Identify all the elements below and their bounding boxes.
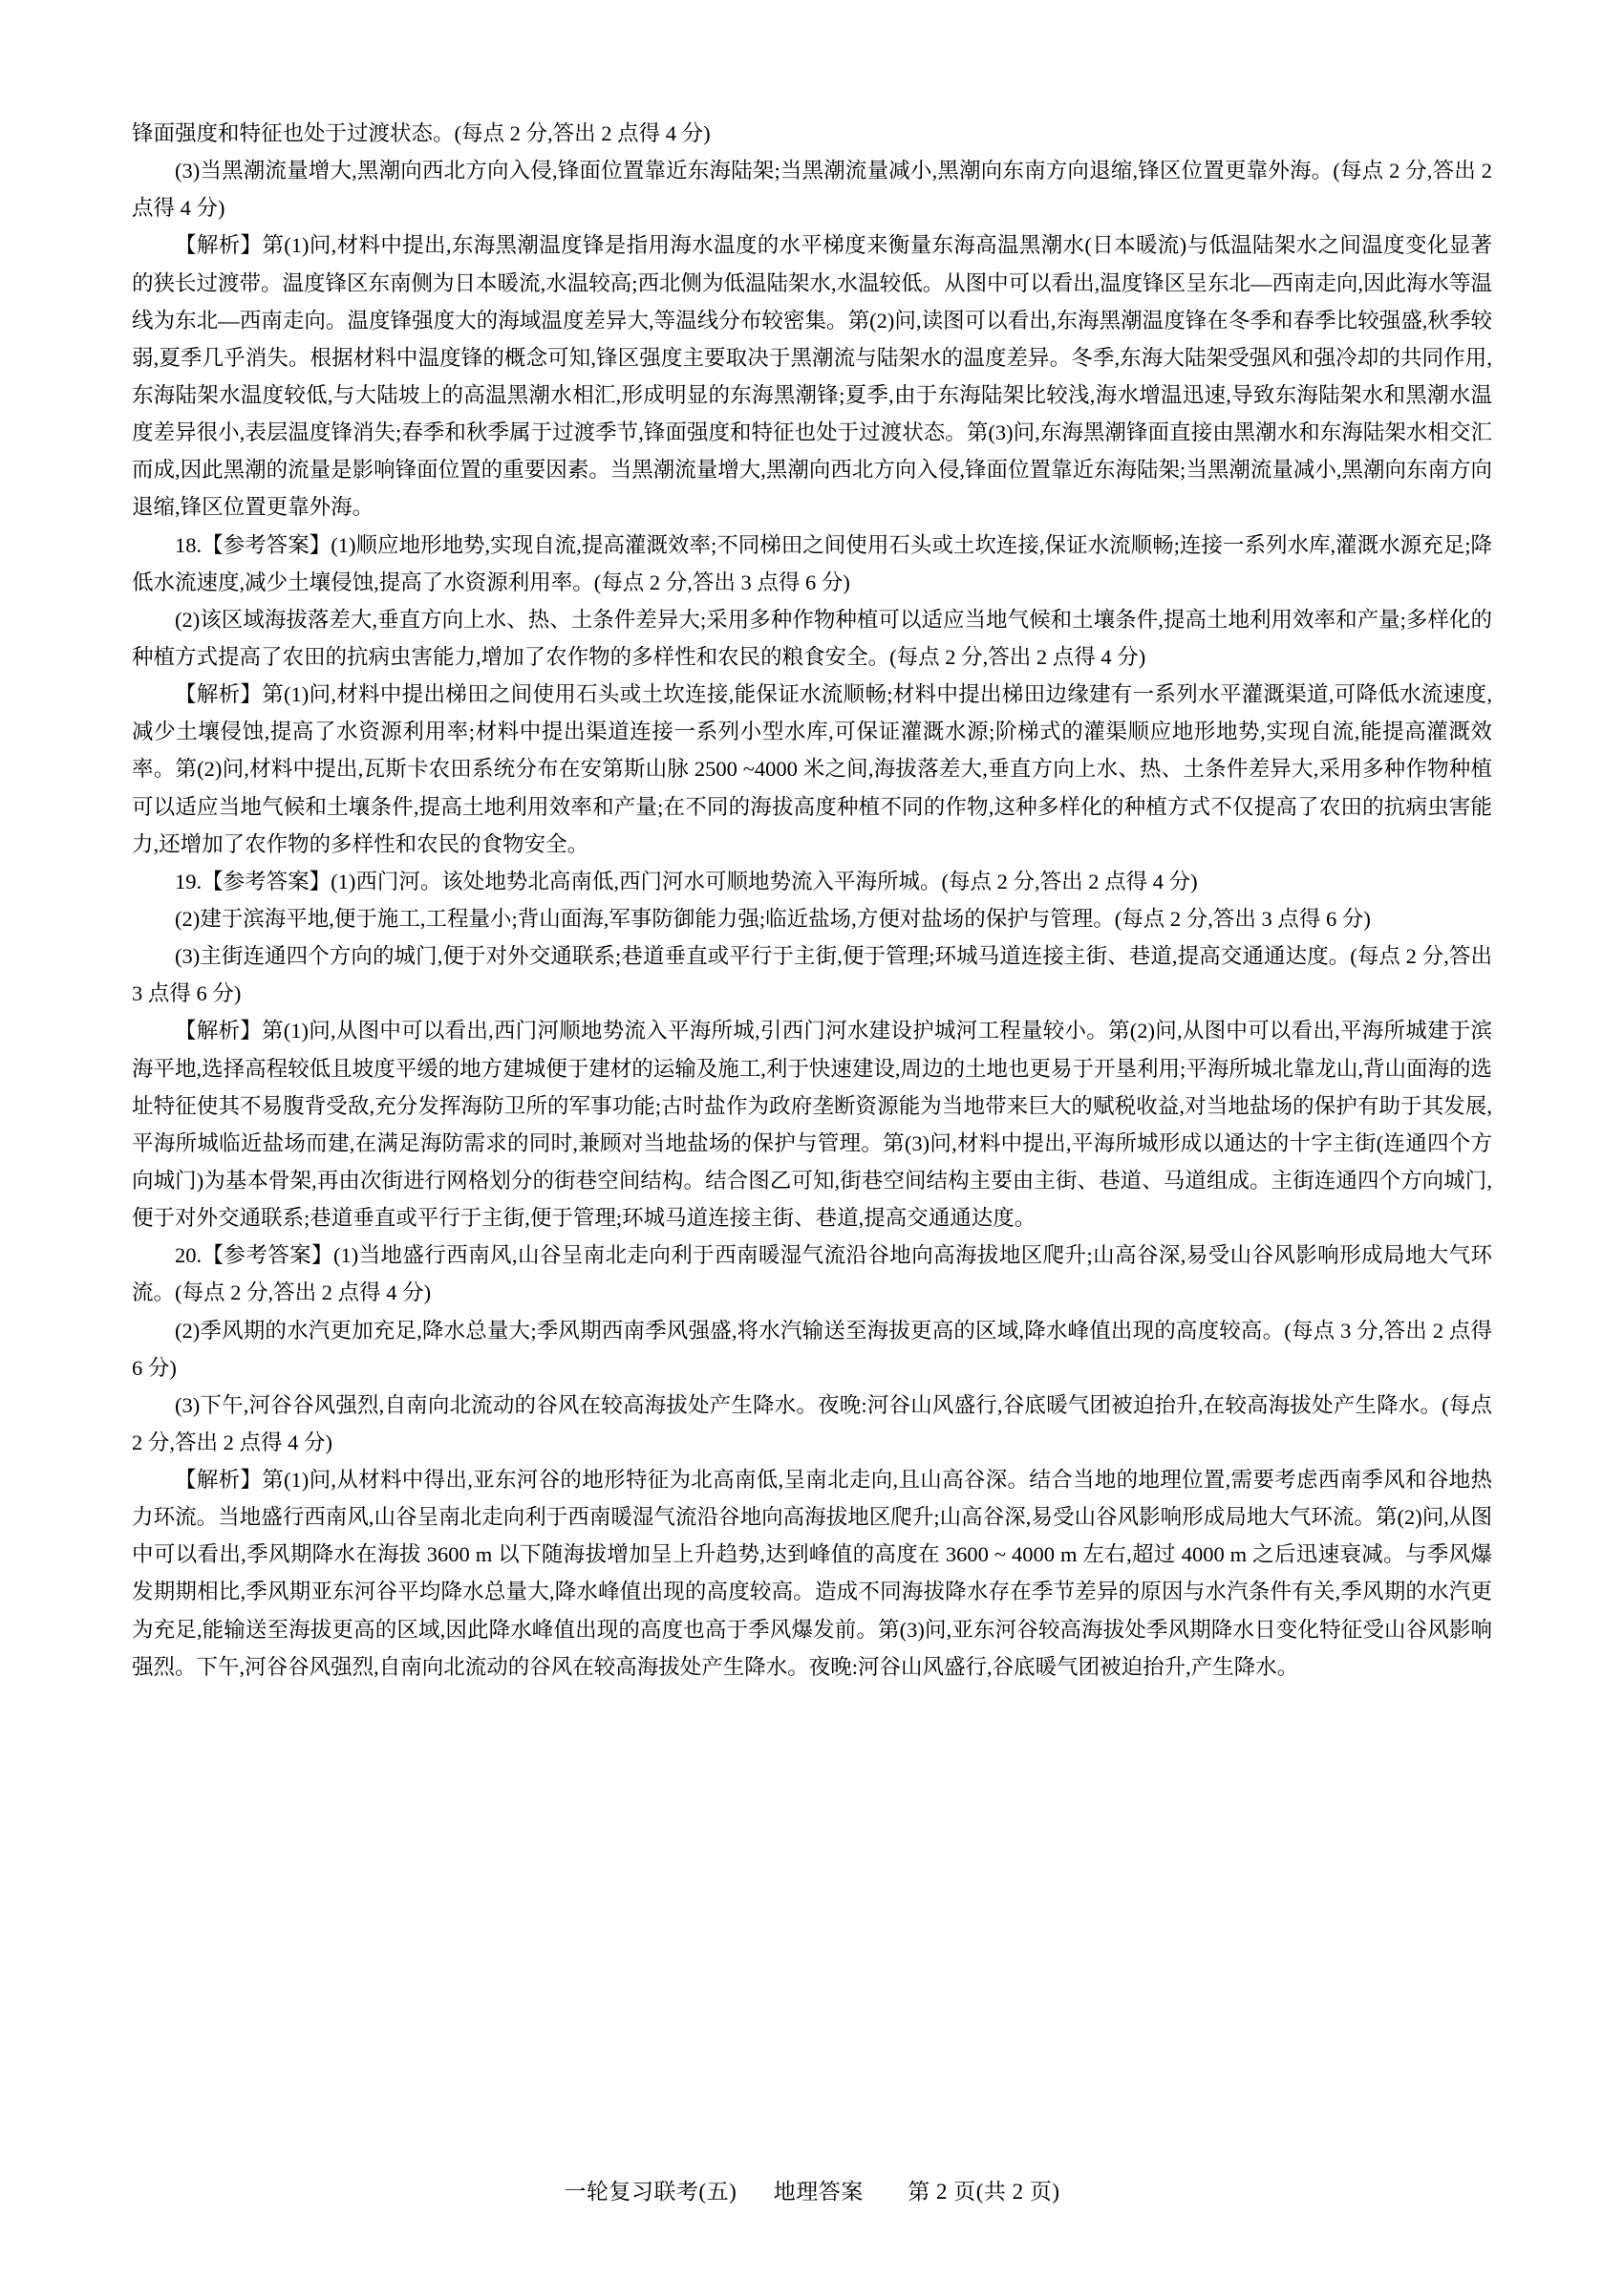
- footer-exam-name: 一轮复习联考(五): [564, 2180, 737, 2204]
- paragraph: (3)当黑潮流量增大,黑潮向西北方向入侵,锋面位置靠近东海陆架;当黑潮流量减小,黑潮向东南方向退缩,锋区位置更靠外海。(每点 2 分,答出 2 点得 4 分): [132, 159, 1492, 221]
- footer-subject: 地理答案: [773, 2180, 864, 2204]
- paragraph: 18.【参考答案】(1)顺应地形地势,实现自流,提高灌溉效率;不同梯田之间使用石头或土坎连接,保证水流顺畅;连接一系列水库,灌溉水源充足;降低水流速度,减少土壤侵蚀,提高了水资源利用率。(每点 2 分,答出 3 点得 6 分): [132, 532, 1492, 594]
- footer-page-number: 第 2 页(共 2 页): [908, 2180, 1060, 2204]
- page-footer: [0, 2174, 1624, 2205]
- paragraph: (3)主街连通四个方向的城门,便于对外交通联系;巷道垂直或平行于主街,便于管理;环城马道连接主街、巷道,提高交通通达度。(每点 2 分,答出 3 点得 6 分): [132, 944, 1492, 1006]
- paragraph: (2)建于滨海平地,便于施工,工程量小;背山面海,军事防御能力强;临近盐场,方便对盐场的保护与管理。(每点 2 分,答出 3 点得 6 分): [175, 906, 1371, 931]
- paragraph: (3)下午,河谷谷风强烈,自南向北流动的谷风在较高海拔处产生降水。夜晚:河谷山风盛行,谷底暖气团被迫抬升,在较高海拔处产生降水。(每点 2 分,答出 2 点得 4 分): [132, 1392, 1492, 1454]
- document-body: [132, 115, 1492, 1686]
- paragraph: (2)季风期的水汽更加充足,降水总量大;季风期西南季风强盛,将水汽输送至海拔更高的区域,降水峰值出现的高度较高。(每点 3 分,答出 2 点得 6 分): [132, 1318, 1492, 1380]
- paragraph: 【解析】第(1)问,从图中可以看出,西门河顺地势流入平海所城,引西门河水建设护城河工程量较小。第(2)问,从图中可以看出,平海所城建于滨海平地,选择高程较低且坡度平缓的地方建城便于建材的运输及施工,利于快速建设,周边的土地也更易于开垦利用;平海所城北靠龙山,背山面海的选址特征使其不易腹背受敌,充分发挥海防卫所的军事功能;古时盐作为政府垄断资源能为当地带来巨大的赋税收益,对当地盐场的保护有助于其发展,平海所城临近盐场而建,在满足海防需求的同时,兼顾对当地盐场的保护与管理。第(3)问,材料中提出,平海所城形成以通达的十字主街(连通四个方向城门)为基本骨架,再由次街进行网格划分的街巷空间结构。结合图乙可知,街巷空间结构主要由主街、巷道、马道组成。主街连通四个方向城门,便于对外交通联系;巷道垂直或平行于主街,便于管理;环城马道连接主街、巷道,提高交通通达度。: [132, 1019, 1492, 1231]
- paragraph: 【解析】第(1)问,材料中提出梯田之间使用石头或土坎连接,能保证水流顺畅;材料中提出梯田边缘建有一系列水平灌溉渠道,可降低水流速度,减少土壤侵蚀,提高了水资源利用率;材料中提出渠道连接一系列小型水库,可保证灌溉水源;阶梯式的灌渠顺应地形地势,实现自流,能提高灌溉效率。第(2)问,材料中提出,瓦斯卡农田系统分布在安第斯山脉 2500 ~4000 米之间,海拔落差大,垂直方向上水、热、土条件差异大,采用多种作物种植可以适应当地气候和土壤条件,提高土地利用效率和产量;在不同的海拔高度种植不同的作物,这种多样化的种植方式不仅提高了农田的抗病虫害能力,还增加了农作物的多样性和农民的食物安全。: [132, 682, 1492, 856]
- paragraph: 20.【参考答案】(1)当地盛行西南风,山谷呈南北走向利于西南暖湿气流沿谷地向高海拔地区爬升;山高谷深,易受山谷风影响形成局地大气环流。(每点 2 分,答出 2 点得 4 分): [132, 1243, 1492, 1305]
- paragraph: 【解析】第(1)问,材料中提出,东海黑潮温度锋是指用海水温度的水平梯度来衡量东海高温黑潮水(日本暖流)与低温陆架水之间温度变化显著的狭长过渡带。温度锋区东南侧为日本暖流,水温较高;西北侧为低温陆架水,水温较低。从图中可以看出,温度锋区呈东北—西南走向,因此海水等温线为东北—西南走向。温度锋强度大的海域温度差异大,等温线分布较密集。第(2)问,读图可以看出,东海黑潮温度锋在冬季和春季比较强盛,秋季较弱,夏季几乎消失。根据材料中温度锋的概念可知,锋区强度主要取决于黑潮流与陆架水的温度差异。冬季,东海大陆架受强风和强冷却的共同作用,东海陆架水温度较低,与大陆坡上的高温黑潮水相汇,形成明显的东海黑潮锋;夏季,由于东海陆架比较浅,海水增温迅速,导致东海陆架水和黑潮水温度差异很小,表层温度锋消失;春季和秋季属于过渡季节,锋面强度和特征也处于过渡状态。第(3)问,东海黑潮锋面直接由黑潮水和东海陆架水相交汇而成,因此黑潮的流量是影响锋面位置的重要因素。当黑潮流量增大,黑潮向西北方向入侵,锋面位置靠近东海陆架;当黑潮流量减小,黑潮向东南方向退缩,锋区位置更靠外海。: [132, 233, 1492, 520]
- paragraph: 【解析】第(1)问,从材料中得出,亚东河谷的地形特征为北高南低,呈南北走向,且山高谷深。结合当地的地理位置,需要考虑西南季风和谷地热力环流。当地盛行西南风,山谷呈南北走向利于西南暖湿气流沿谷地向高海拔地区爬升;山高谷深,易受山谷风影响形成局地大气环流。第(2)问,从图中可以看出,季风期降水在海拔 3600 m 以下随海拔增加呈上升趋势,达到峰值的高度在 3600 ~ 4000 m 左右,超过 4000 m 之后迅速衰减。与季风爆发期期相比,季风期亚东河谷平均降水总量大,降水峰值出现的高度较高。造成不同海拔降水存在季节差异的原因与水汽条件有关,季风期的水汽更为充足,能输送至海拔更高的区域,因此降水峰值出现的高度也高于季风爆发前。第(3)问,亚东河谷较高海拔处季风期降水日变化特征受山谷风影响强烈。下午,河谷谷风强烈,自南向北流动的谷风在较高海拔处产生降水。夜晚:河谷山风盛行,谷底暖气团被迫抬升,产生降水。: [132, 1468, 1492, 1679]
- paragraph: 19.【参考答案】(1)西门河。该处地势北高南低,西门河水可顺地势流入平海所城。(每点 2 分,答出 2 点得 4 分): [175, 869, 1198, 893]
- paragraph: 锋面强度和特征也处于过渡状态。(每点 2 分,答出 2 点得 4 分): [132, 121, 711, 145]
- paragraph: (2)该区域海拔落差大,垂直方向上水、热、土条件差异大;采用多种作物种植可以适应当地气候和土壤条件,提高土地利用效率和产量;多样化的种植方式提高了农田的抗病虫害能力,增加了农作物的多样性和农民的粮食安全。(每点 2 分,答出 2 点得 4 分): [132, 607, 1492, 669]
